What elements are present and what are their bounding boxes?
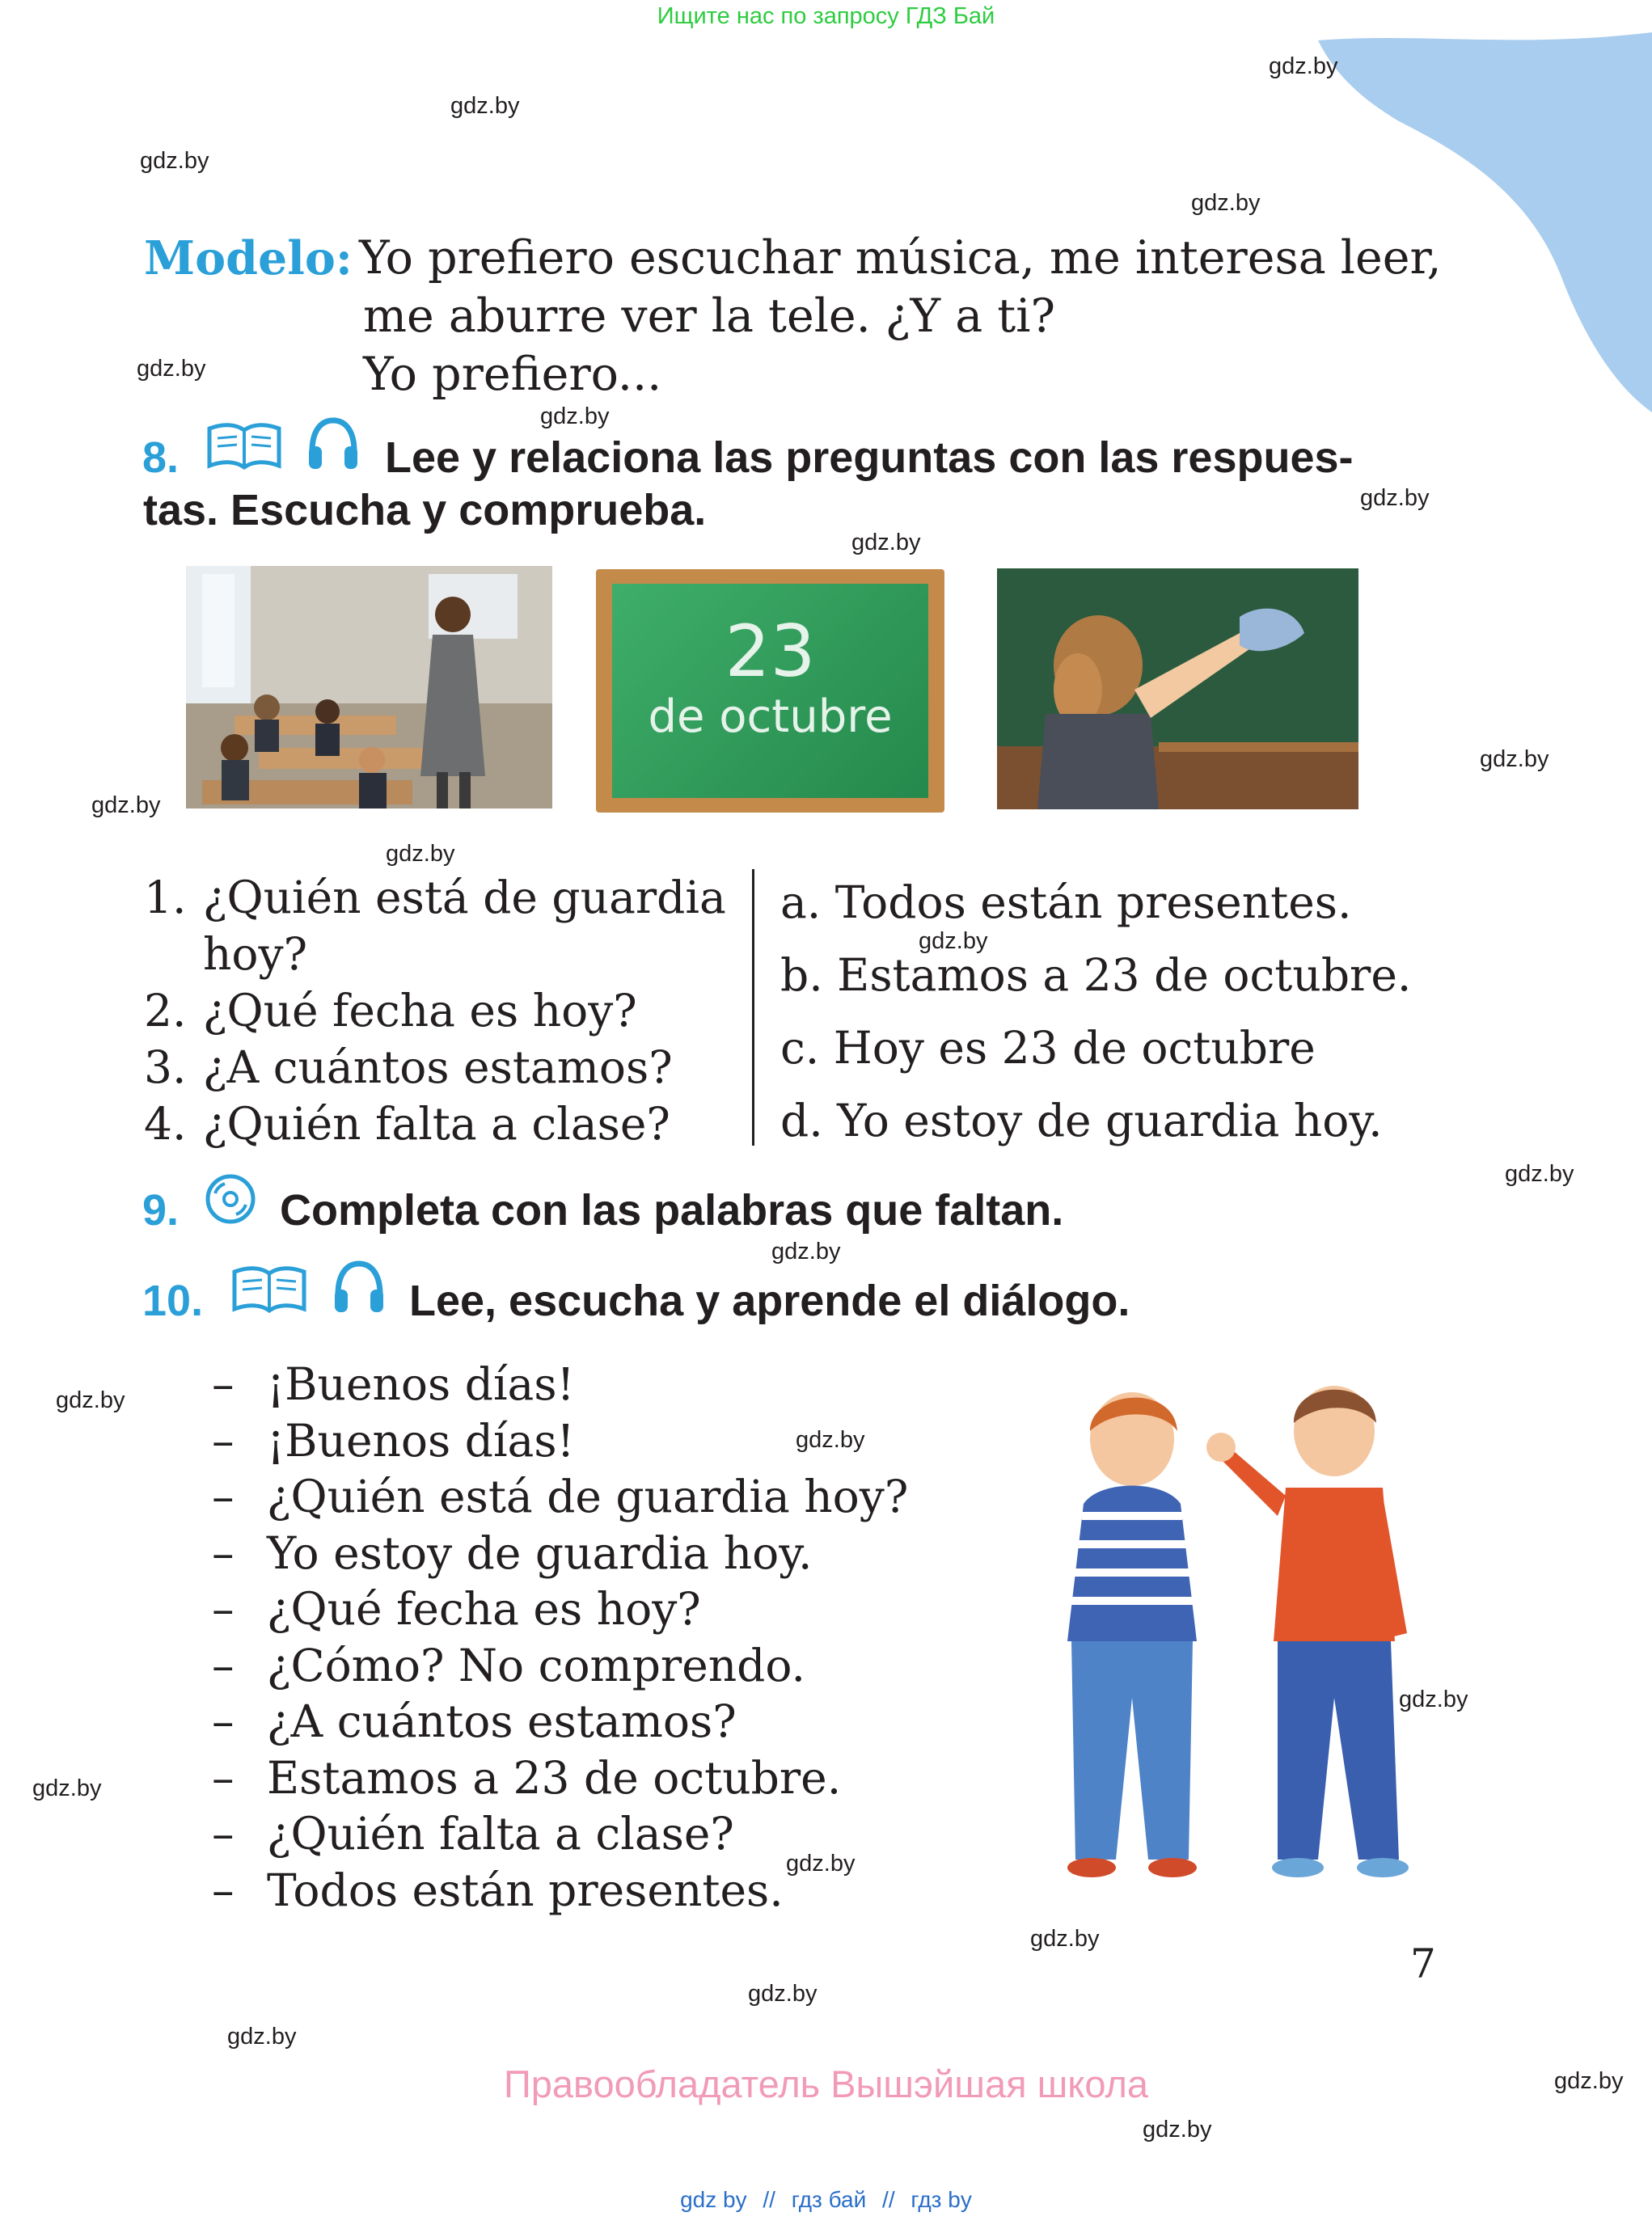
dialogue-dash: – [212, 1583, 234, 1635]
dialogue-dash: – [212, 1358, 234, 1410]
dialogue-dash: – [212, 1414, 234, 1467]
dialogue-dash: – [212, 1695, 234, 1747]
watermark: gdz.by [919, 928, 988, 954]
question-number: 2. [144, 985, 187, 1037]
exercise-8-number: 8. [142, 433, 180, 482]
exercise-10-number: 10. [142, 1277, 204, 1325]
dialogue-dash: – [212, 1751, 234, 1804]
question-text: hoy? [203, 928, 308, 980]
cd-icon [204, 1172, 257, 1226]
dialogue-line: ¡Buenos días! [267, 1358, 575, 1410]
watermark: gdz.by [56, 1387, 125, 1413]
footer-separator: // [882, 2187, 895, 2212]
dialogue-line: Todos están presentes. [267, 1864, 784, 1916]
page-number: 7 [1410, 1940, 1436, 1987]
watermark: gdz.by [1360, 485, 1430, 511]
watermark: gdz.by [851, 530, 921, 555]
dialogue-dash: – [212, 1808, 234, 1860]
watermark: gdz.by [796, 1427, 865, 1453]
watermark: gdz.by [1191, 190, 1261, 216]
question-number: 1. [144, 872, 187, 923]
question-text: ¿Quién falta a clase? [203, 1098, 670, 1150]
question-number: 4. [144, 1098, 187, 1150]
watermark: gdz.by [786, 1851, 856, 1877]
answer-text: d. Yo estoy de guardia hoy. [780, 1095, 1383, 1146]
watermark: gdz.by [1554, 2068, 1624, 2094]
watermark: gdz.by [32, 1775, 102, 1801]
book-icon [231, 1264, 307, 1315]
question-number: 3. [144, 1041, 187, 1093]
watermark: gdz.by [1505, 1161, 1574, 1187]
column-divider [752, 869, 754, 1146]
question-text: ¿A cuántos estamos? [203, 1041, 673, 1093]
watermark: gdz.by [227, 2024, 297, 2050]
corner-decoration [1318, 32, 1652, 412]
header-search-text[interactable]: Ищите нас по запросу ГДЗ Бай [657, 3, 995, 29]
dialogue-line: ¡Buenos días! [267, 1414, 575, 1467]
watermark: gdz.by [386, 841, 455, 867]
watermark: gdz.by [1480, 746, 1549, 772]
answer-text: b. Estamos a 23 de octubre. [780, 949, 1412, 1001]
dialogue-line: Estamos a 23 de octubre. [267, 1751, 842, 1804]
modelo-line: me aburre ver la tele. ¿Y a ti? [363, 289, 1056, 343]
dialogue-line: ¿A cuántos estamos? [267, 1695, 737, 1747]
dialogue-line: ¿Qué fecha es hoy? [267, 1583, 701, 1635]
exercise-9-number: 9. [142, 1186, 180, 1235]
footer-link[interactable]: gdz by [680, 2187, 747, 2212]
dialogue-line: ¿Cómo? No comprendo. [267, 1639, 806, 1691]
watermark: gdz.by [91, 792, 161, 818]
watermark: gdz.by [771, 1239, 841, 1264]
exercise-8-title: Lee y relaciona las preguntas con las respues- [385, 433, 1354, 482]
question-text: ¿Qué fecha es hoy? [203, 985, 637, 1037]
watermark: gdz.by [748, 1981, 818, 2007]
headphones-icon [332, 1259, 387, 1317]
two-boys-illustration [1027, 1374, 1447, 1892]
exercise-9-title: Completa con las palabras que faltan. [280, 1186, 1064, 1235]
footer-links [0, 2187, 1652, 2213]
blackboard-date-number: 23 [725, 610, 816, 693]
dialogue-dash: – [212, 1864, 234, 1916]
watermark: gdz.by [450, 93, 520, 119]
answer-text: c. Hoy es 23 de octubre [780, 1022, 1316, 1074]
question-text: ¿Quién está de guardia [203, 872, 726, 923]
watermark: gdz.by [1030, 1926, 1100, 1952]
modelo-label: Modelo: [144, 231, 353, 285]
blackboard-image [596, 569, 944, 813]
footer-link[interactable]: гдз by [911, 2187, 972, 2212]
watermark: gdz.by [540, 403, 610, 429]
footer-link[interactable]: гдз бай [791, 2187, 867, 2212]
modelo-line: Yo prefiero... [363, 348, 662, 401]
answer-text: a. Todos están presentes. [780, 876, 1352, 928]
blackboard-date-month: de octubre [648, 690, 893, 743]
headphones-icon [306, 416, 361, 474]
watermark: gdz.by [137, 356, 206, 382]
footer-separator: // [763, 2187, 775, 2212]
dialogue-line: ¿Quién está de guardia hoy? [267, 1471, 909, 1522]
copyright-text: Правообладатель Вышэйшая школа [503, 2062, 1149, 2105]
watermark: gdz.by [1143, 2117, 1212, 2143]
book-icon [206, 420, 282, 472]
exercise-8-title: tas. Escucha y comprueba. [143, 486, 707, 534]
dialogue-dash: – [212, 1639, 234, 1691]
watermark: gdz.by [140, 148, 209, 174]
girl-cleaning-board-photo [997, 568, 1358, 809]
dialogue-line: ¿Quién falta a clase? [267, 1808, 734, 1860]
dialogue-dash: – [212, 1526, 234, 1579]
dialogue-dash: – [212, 1471, 234, 1522]
dialogue-line: Yo estoy de guardia hoy. [267, 1526, 813, 1579]
exercise-10-title: Lee, escucha y aprende el diálogo. [409, 1277, 1130, 1325]
modelo-line: Yo prefiero escuchar música, me interesa leer, [359, 231, 1442, 285]
watermark: gdz.by [1269, 53, 1338, 79]
watermark: gdz.by [1399, 1687, 1468, 1712]
classroom-photo [186, 566, 552, 809]
